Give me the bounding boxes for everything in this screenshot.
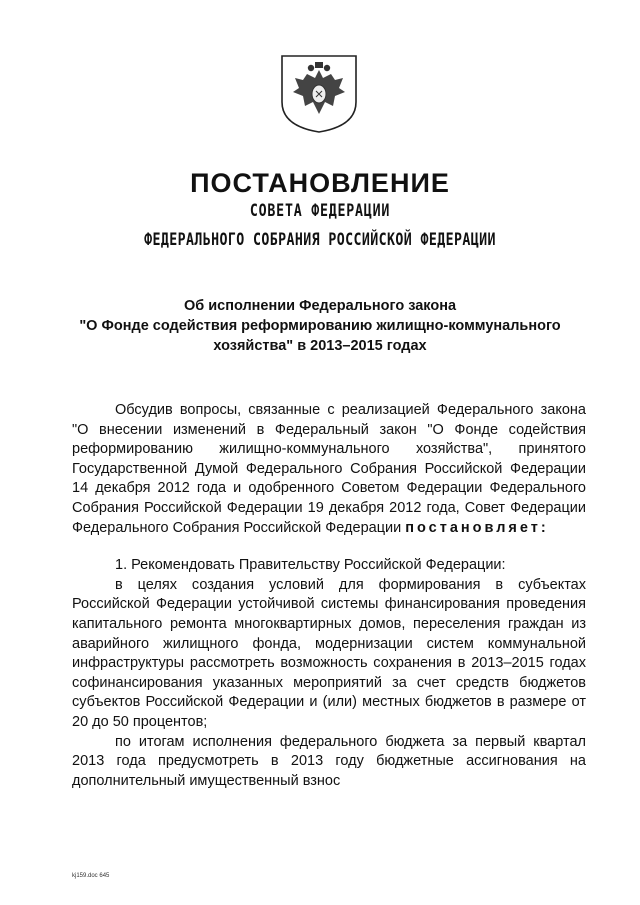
document-subject-line-2: "О Фонде содействия реформированию жилищно-коммунального	[79, 318, 561, 334]
resolves-verb: постановляет:	[405, 519, 549, 536]
issuer-line-2: ФЕДЕРАЛЬНОГО СОБРАНИЯ РОССИЙСКОЙ ФЕДЕРАЦИИ	[144, 230, 496, 250]
document-type-title: ПОСТАНОВЛЕНИЕ	[190, 168, 450, 198]
clause-1-heading: 1. Рекомендовать Правительству Российской Федерации:	[115, 557, 506, 574]
clause-1-paragraph-a: в целях создания условий для формирования в субъектах Российской Федерации устойчивой системы финансирования проведения капитального ремонта многоквартирных домов, переселения граждан из аварийного жилищного фонда, модернизации систем коммунальной инфраструктуры рассмотреть возможность сохранения в 2013–2015 годах софинансирования указанных мероприятий за счет средств бюджетов субъектов Российской Федерации и (или) местных бюджетов в размере от 20 до 50 процентов;	[72, 576, 586, 730]
document-subject-line-1: Об исполнении Федерального закона	[183, 298, 457, 314]
preamble-paragraph	[72, 401, 586, 538]
preamble-text: Обсудив вопросы, связанные с реализацией Федерального закона "О внесении изменений в Федеральный закон "О Фонде содействия реформированию жилищно-коммунального хозяйства", принятого Государственной Думой Федерального Собрания Российской Федерации 14 декабря 2012 года и одобренного Советом Федерации Федерального Собрания Российской Федерации 19 декабря 2012 года, Совет Федерации Федерального Собрания Российской Федерации	[72, 402, 586, 536]
document-subject-line-3: хозяйства" в 2013–2015 годах	[213, 338, 427, 354]
clause-1-paragraph-b: по итогам исполнения федерального бюджета за первый квартал 2013 года предусмотреть в 2013 году бюджетные ассигнования на дополнительный имущественный взнос	[72, 733, 586, 789]
double-headed-eagle-emblem-icon	[276, 52, 362, 134]
issuer-line-1: СОВЕТА ФЕДЕРАЦИИ	[249, 201, 391, 221]
document-body	[72, 401, 586, 791]
document-subject	[40, 296, 600, 356]
file-code: kj159.doc 645	[72, 873, 110, 879]
